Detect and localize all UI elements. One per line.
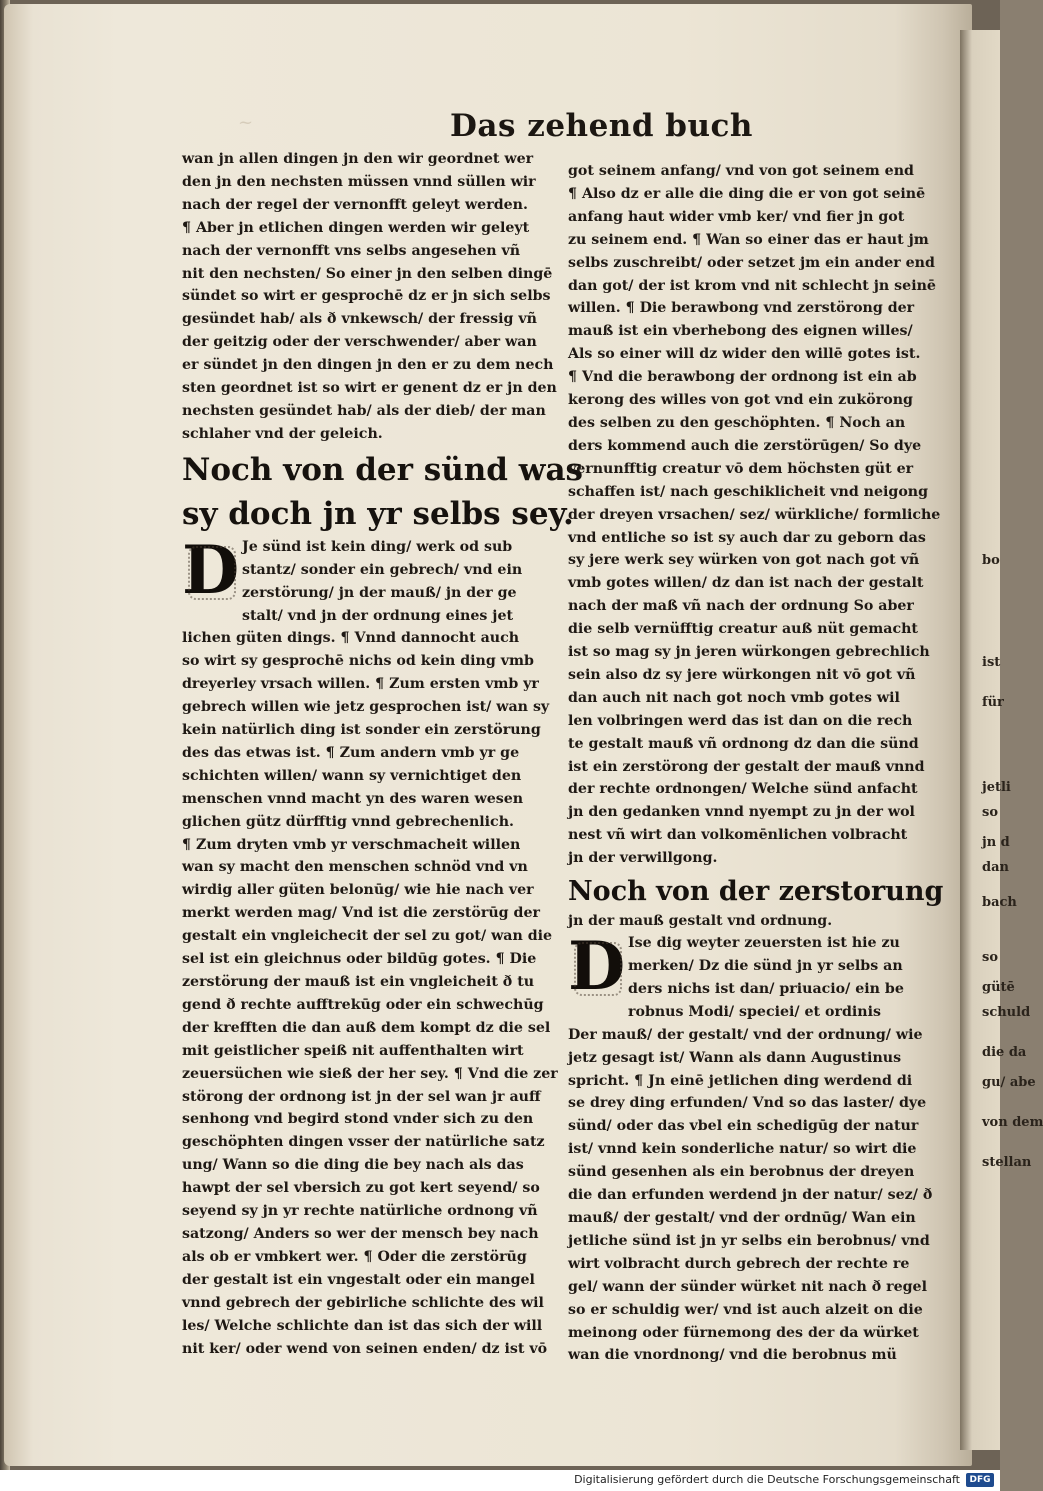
text-line: ist ein zerstörong der gestalt der mauß vnnd: [568, 758, 925, 775]
dfg-logo-icon: DFG: [966, 1473, 994, 1487]
text-line: hawpt der sel vbersich zu got kert seyend/ so: [182, 1180, 540, 1197]
text-line: vernunfftig creatur vō dem höchsten güt er: [568, 460, 914, 477]
text-line: ¶ Vnd die berawbong der ordnong ist ein ab: [568, 369, 917, 386]
text-line: schichten willen/ wann sy vernichtiget den: [182, 767, 522, 784]
text-line: vnnd gebrech der gebirliche schlichte des wil: [182, 1294, 544, 1311]
text-line: robnus Modi/ speciei/ et ordinis: [628, 1003, 881, 1020]
next-page-fragment: gu/ abe: [982, 1075, 1036, 1090]
text-line: jn der verwillgong.: [568, 850, 718, 867]
text-line: ¶ Also dz er alle die ding die er von got seinē: [568, 185, 926, 202]
text-line: nach der maß vñ nach der ordnung So aber: [568, 598, 914, 615]
text-line: ist so mag sy jn jeren würkongen gebrechlich: [568, 644, 930, 661]
text-line: als ob er vmbkert wer. ¶ Oder die zerstörūg: [182, 1248, 527, 1265]
text-line: got seinem anfang/ vnd von got seinem end: [568, 163, 914, 179]
text-line: len volbringen werd das ist dan on die rech: [568, 712, 913, 729]
text-line: gestalt ein vngleichecit der sel zu got/ wan die: [182, 928, 553, 945]
text-line: zerstörung der mauß ist ein vngleicheit ð tu: [182, 974, 535, 990]
next-page-fragment: gütē: [982, 980, 1015, 995]
text-line: mit geistlicher speiß nit auffenthalten wirt: [182, 1042, 524, 1059]
text-line: stantz/ sonder ein gebrech/ vnd ein: [242, 561, 523, 578]
right-column: [568, 160, 944, 1367]
text-line: wan die vnordnong/ vnd die berobnus mü: [568, 1347, 897, 1364]
text-line: meinong oder fürnemong des der da würket: [568, 1324, 919, 1341]
running-head: Das zehend buch: [450, 108, 753, 144]
text-line: senhong vnd begird stond vnder sich zu den: [182, 1111, 534, 1128]
text-line: stalt/ vnd jn der ordnung eines jet: [242, 607, 514, 624]
right-paragraph-1: [568, 160, 941, 870]
text-line: der krefften die dan auß dem kompt dz die sel: [182, 1019, 551, 1036]
text-line: störong der ordnong ist jn der sel wan jr auff: [182, 1088, 541, 1105]
text-line: Der mauß/ der gestalt/ vnd der ordnung/ wie: [568, 1026, 923, 1043]
text-line: wan sy macht den menschen schnöd vnd vn: [182, 859, 528, 876]
right-initial-block: [568, 927, 918, 1024]
text-line: nach der regel der vernonfft geleyt werden.: [182, 196, 528, 213]
text-line: des selben zu den geschöphten. ¶ Noch an: [568, 414, 906, 431]
text-line: dreyerley vrsach willen. ¶ Zum ersten vmb yr: [182, 676, 539, 693]
text-line: se drey ding erfunden/ Vnd so das laster/ dye: [568, 1095, 927, 1112]
text-line: spricht. ¶ Jn einē jetlichen ding werdend di: [568, 1072, 913, 1089]
next-page-fragment: bo: [982, 553, 1000, 568]
next-page-fragment: jn d: [982, 835, 1010, 850]
text-line: te gestalt mauß vñ ordnong dz dan die sünd: [568, 735, 919, 752]
right-heading: Noch von der zerstorung: [568, 876, 944, 908]
left-heading-line: Noch von der sünd was: [182, 451, 583, 488]
text-line: ist/ vnnd kein sonderliche natur/ so wirt die: [568, 1141, 917, 1158]
text-line: sy jere werk sey würken von got nach got vñ: [568, 552, 920, 569]
text-line: seyend sy jn yr rechte natürliche ordnong vñ: [182, 1203, 538, 1220]
text-line: Je sünd ist kein ding/ werk od sub: [242, 538, 513, 555]
text-line: vnd entliche so ist sy auch dar zu geborn das: [568, 529, 926, 546]
text-line: lichen güten dings. ¶ Vnnd dannocht auch: [182, 630, 520, 647]
left-heading: [182, 450, 583, 534]
text-line: ders nichs ist dan/ priuacio/ ein be: [628, 980, 904, 997]
text-line: sünd gesenhen als ein berobnus der dreyen: [568, 1164, 915, 1181]
footer-credit: Digitalisierung gefördert durch die Deutsche Forschungsgemeinschaft: [574, 1473, 960, 1486]
text-line: ¶ Aber jn etlichen dingen werden wir geleyt: [182, 219, 530, 236]
text-line: merkt werden mag/ Vnd ist die zerstörūg der: [182, 905, 540, 922]
text-line: den jn den nechsten müssen vnnd süllen wir: [182, 173, 536, 190]
text-line: geschöphten dingen vsser der natürliche satz: [182, 1134, 545, 1151]
text-line: wirt volbracht durch gebrech der rechte re: [568, 1255, 910, 1272]
next-page-fragment: schuld: [982, 1005, 1031, 1020]
text-line: der dreyen vrsachen/ sez/ würkliche/ formliche: [568, 506, 941, 523]
text-line: zerstörung/ jn der mauß/ jn der ge: [242, 584, 517, 601]
text-line: gend ð rechte aufftrekūg oder ein schwechūg: [182, 996, 544, 1013]
text-line: gebrech willen wie jetz gesprochen ist/ wan sy: [182, 699, 550, 716]
text-line: nit ker/ oder wend von seinen enden/ dz ist vō: [182, 1340, 548, 1357]
next-page-fragment: die da: [982, 1045, 1027, 1060]
next-page-fragment: stellan: [982, 1155, 1032, 1170]
text-line: kerong des willes von got vnd ein zukörong: [568, 392, 913, 409]
right-paragraph-2: [568, 1024, 933, 1368]
text-line: vmb gotes willen/ dz dan ist nach der gestalt: [568, 575, 924, 592]
next-page-fragment: von dem: [982, 1115, 1043, 1130]
text-line: kein natürlich ding ist sonder ein zerstörung: [182, 722, 541, 739]
text-line: nach der vernonfft vns selbs angesehen vñ: [182, 242, 521, 259]
text-line: sündet so wirt er gesprochē dz er jn sich selbs: [182, 288, 551, 305]
text-line: der gestalt ist ein vngestalt oder ein mangel: [182, 1271, 535, 1288]
text-line: sten geordnet ist so wirt er genent dz er jn den: [182, 380, 557, 397]
text-line: wirdig aller güten belonūg/ wie hie nach ver: [182, 882, 534, 899]
text-line: anfang haut wider vmb ker/ vnd fier jn got: [568, 208, 905, 225]
text-line: satzong/ Anders so wer der mensch bey nach: [182, 1225, 539, 1242]
decorated-initial: D: [568, 927, 626, 1006]
left-paragraph-2: [182, 627, 558, 1360]
text-line: nest vñ wirt dan volkomēnlichen volbracht: [568, 827, 908, 844]
next-page-fragment: jetli: [982, 780, 1011, 795]
next-page-fragment: dan: [982, 860, 1009, 875]
text-line: so er schuldig wer/ vnd ist auch alzeit on die: [568, 1301, 923, 1318]
text-line: gel/ wann der sünder würket nit nach ð regel: [568, 1278, 927, 1295]
text-line: sel ist ein gleichnus oder bildūg gotes. ¶ Die: [182, 951, 537, 968]
next-page-strip: [960, 30, 1043, 1450]
right-subheading: jn der mauß gestalt vnd ordnung.: [568, 913, 833, 930]
text-line: nechsten gesündet hab/ als der dieb/ der man: [182, 402, 546, 419]
left-paragraph-1: [182, 148, 557, 446]
text-line: gesündet hab/ als ð vnkewsch/ der fressig vñ: [182, 311, 537, 328]
decorated-initial: D: [182, 530, 240, 609]
text-line: jetliche sünd ist jn yr selbs ein berobnus/ vnd: [568, 1232, 930, 1249]
text-line: jetz gesagt ist/ Wann als dann Augustinus: [568, 1049, 902, 1066]
footer-bar: [0, 1470, 1000, 1491]
next-page-fragment: so: [982, 950, 998, 965]
text-line: mauß ist ein vberhebong des eignen willes/: [568, 323, 913, 340]
text-line: mauß/ der gestalt/ vnd der ordnūg/ Wan ein: [568, 1209, 916, 1226]
text-line: nit den nechsten/ So einer jn den selben dingē: [182, 265, 553, 282]
text-line: wan jn allen dingen jn den wir geordnet wer: [182, 151, 534, 167]
next-page-fragment: bach: [982, 895, 1017, 910]
text-line: der rechte ordnongen/ Welche sünd anfacht: [568, 781, 918, 798]
text-line: Ise dig weyter zeuersten ist hie zu: [628, 935, 900, 952]
text-line: merken/ Dz die sünd jn yr selbs an: [628, 958, 903, 974]
text-line: schlaher vnd der geleich.: [182, 425, 383, 442]
text-line: dan got/ der ist krom vnd nit schlecht jn seinē: [568, 277, 936, 294]
text-line: ders kommend auch die zerstörūgen/ So dye: [568, 437, 922, 454]
text-line: die selb vernüfftig creatur auß nüt gemacht: [568, 621, 918, 638]
left-initial-block: [182, 530, 554, 628]
text-line: les/ Welche schlichte dan ist das sich der will: [182, 1317, 543, 1334]
text-line: jn den gedanken vnnd nyempt zu jn der wol: [568, 804, 915, 821]
next-page-fragment: für: [982, 695, 1004, 710]
text-line: glichen gütz dürfftig vnnd gebrechenlich.: [182, 813, 514, 830]
text-line: Als so einer will dz wider den willē gotes ist.: [568, 346, 921, 363]
text-line: die dan erfunden werdend jn der natur/ sez/ ð: [568, 1187, 933, 1204]
text-line: ¶ Zum dryten vmb yr verschmacheit willen: [182, 836, 521, 853]
text-line: zeuersüchen wie sieß der her sey. ¶ Vnd die zer: [182, 1065, 558, 1082]
text-line: schaffen ist/ nach geschiklicheit vnd neigong: [568, 483, 929, 500]
text-line: so wirt sy gesprochē nichs od kein ding vmb: [182, 653, 534, 670]
text-line: er sündet jn den dingen jn den er zu dem nech: [182, 357, 554, 374]
text-line: des das etwas ist. ¶ Zum andern vmb yr ge: [182, 744, 520, 761]
left-heading-line: sy doch jn yr selbs sey.: [182, 495, 574, 532]
text-line: der geitzig oder der verschwender/ aber wan: [182, 334, 537, 351]
text-line: ung/ Wann so die ding die bey nach als das: [182, 1157, 524, 1174]
next-page-fragment: so: [982, 805, 998, 820]
text-line: willen. ¶ Die berawbong vnd zerstörong der: [568, 300, 915, 317]
text-line: sein also dz sy jere würkongen nit vō got vñ: [568, 666, 916, 683]
left-column: [182, 148, 583, 1360]
text-line: sünd/ oder das vbel ein schedigūg der natur: [568, 1118, 919, 1135]
text-line: zu seinem end. ¶ Wan so einer das er haut jm: [568, 231, 929, 248]
text-line: selbs zuschreibt/ oder setzet jm ein ander end: [568, 254, 935, 271]
next-page-fragment: ist: [982, 655, 1001, 670]
text-line: dan auch nit nach got noch vmb gotes wil: [568, 689, 900, 706]
show-through-text: ~: [238, 112, 254, 133]
text-line: menschen vnnd macht yn des waren wesen: [182, 790, 524, 807]
